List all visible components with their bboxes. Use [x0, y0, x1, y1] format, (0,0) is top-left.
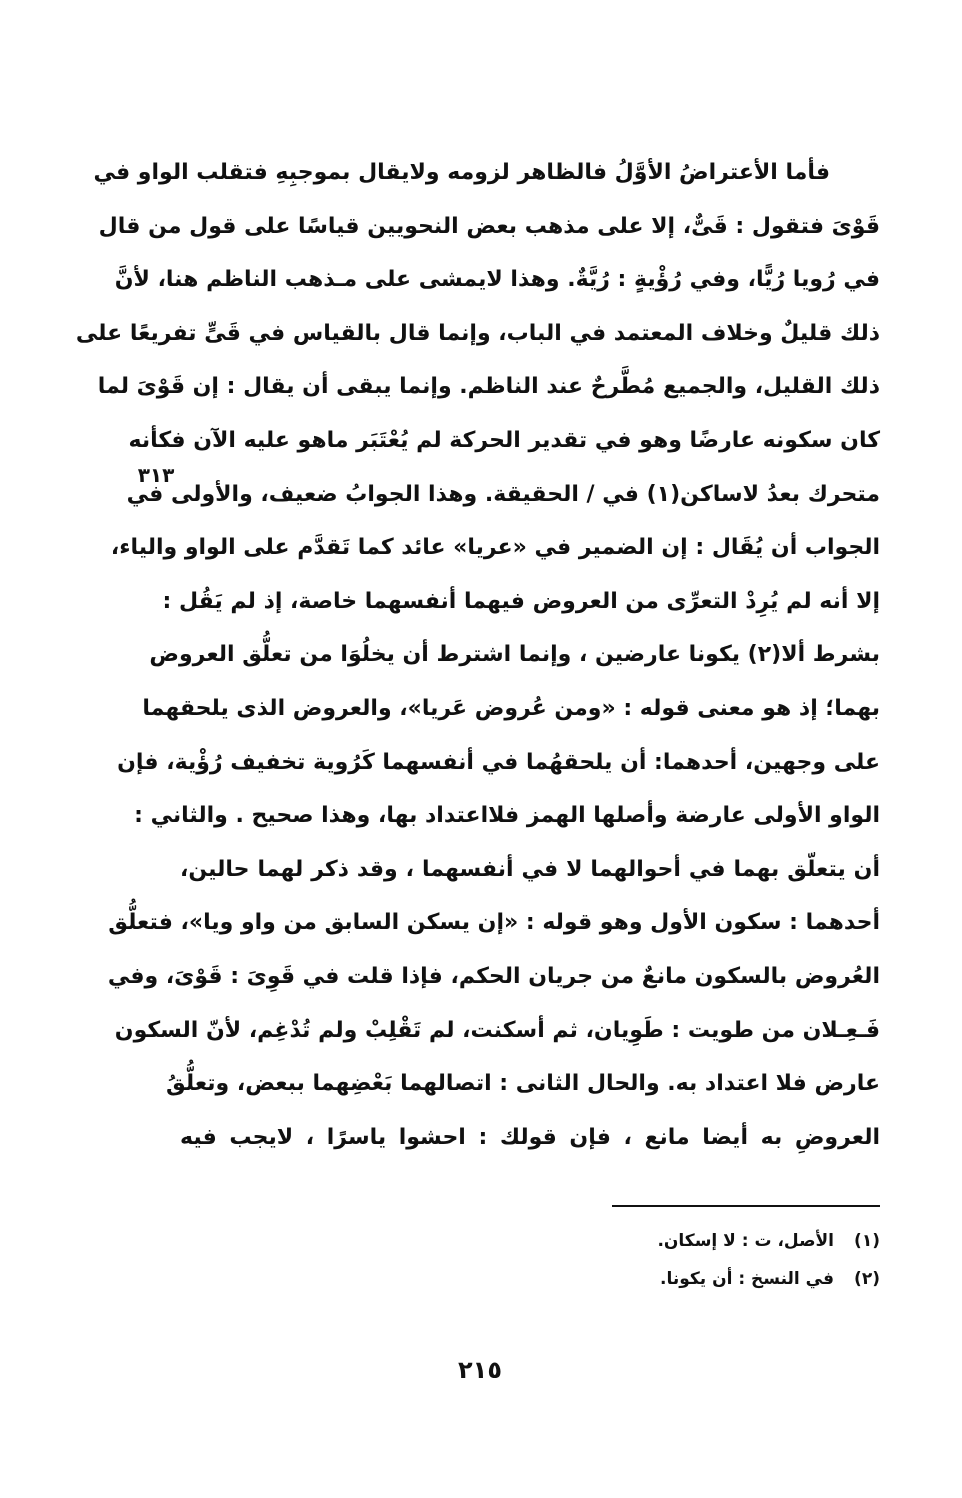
page-number: ٢١٥ [458, 1356, 502, 1384]
text-line: كان سكونه عارضًا وهو في تقدير الحركة لم يُعْتَبَر ماهو عليه الآن فكأنه [128, 427, 880, 453]
text-line: أحدهما : سكون الأول وهو قوله : «إن يسكن السابق من واو ويا»، فتعلُّق [108, 910, 880, 936]
footnote-text: في النسخ : أن يكونا. [660, 1269, 834, 1289]
footnote-number: (١) [854, 1231, 880, 1251]
text-line: متحرك بعدُ لاساكن(١) في / الحقيقة. وهذا الجوابُ ضعيف، والأولى في [126, 481, 880, 507]
footnotes [560, 1222, 880, 1298]
text-line: أن يتعلّق بهما في أحوالهما لا في أنفسهما ، وقد ذكر لهما حالين، [180, 856, 880, 882]
text-line: فَـعِـلان من طويت : طَوِيان، ثم أسكنت، لم تَقْلِبْ ولم تُدْغِم، لأنّ السكون [114, 1017, 880, 1043]
text-line: ذلك قليلٌ وخلاف المعتمد في الباب، وإنما قال بالقياس في قَىٍّ تفريعًا على [75, 320, 880, 346]
text-line: ذلك القليل، والجميع مُطَّرحٌ عند الناظم. وإنما يبقى أن يقال : إن قَوْىَ لما [97, 374, 880, 400]
footnote-item [560, 1222, 880, 1260]
footnote-number: (٢) [854, 1269, 880, 1289]
footnote-divider [612, 1205, 880, 1207]
text-line: عارض فلا اعتداد به. والحال الثانى : اتصالهما بَعْضِهما ببعض، وتعلُّقُ [166, 1071, 880, 1097]
text-line: قَوْىَ فتقول : قَىٌّ، إلا على مذهب بعض النحويين قياسًا على قول من قال [98, 213, 880, 239]
text-line: العروضِ به أيضا مانع ، فإن قولك : احشوا ياسرًا ، لايجب فيه [180, 1124, 880, 1150]
text-line: الجواب أن يُقَال : إن الضمير في «عريا» عائد كما تَقدَّم على الواو والياء، [110, 535, 880, 561]
text-line: بهما؛ إذ هو معنى قوله : «ومن عُروض عَريا»، والعروض الذى يلحقهما [142, 695, 880, 721]
text-line: على وجهين، أحدهما: أن يلحقهُما في أنفسهما كَرُوية تخفيف رُؤْية، فإن [117, 749, 880, 775]
footnote-item [560, 1260, 880, 1298]
footnote-text: الأصل، ت : لا إسكان. [657, 1231, 834, 1251]
text-line: فأما الأعتراضُ الأوَّلُ فالظاهر لزومه ولايقال بموجبِهِ فتقلب الواو في [93, 160, 830, 185]
text-line: إلا أنه لم يُرِدْ التعرِّى من العروض فيهما أنفسهما خاصة، إذ لم يَقُل : [162, 588, 880, 614]
text-line: العُروض بالسكون مانعٌ من جريان الحكم، فإذا قلت في قَوِىَ : قَوْىَ، وفي [107, 963, 880, 989]
margin-page-reference: ٣١٣ [137, 463, 175, 487]
text-line: في رُويا رُيًّا، وفي رُؤْيةٍ : رُيَّةٌ. وهذا لايمشى على مـذهب الناظم هنا، لأنَّ [114, 267, 880, 293]
text-line: الواو الأولى عارضة وأصلها الهمز فلااعتداد بها، وهذا صحيح . والثاني : [134, 803, 880, 829]
text-line: بشرط ألا(٢) يكونا عارضين ، وإنما اشترط أن يخلُوَا من تعلُّق العروض [149, 642, 880, 668]
